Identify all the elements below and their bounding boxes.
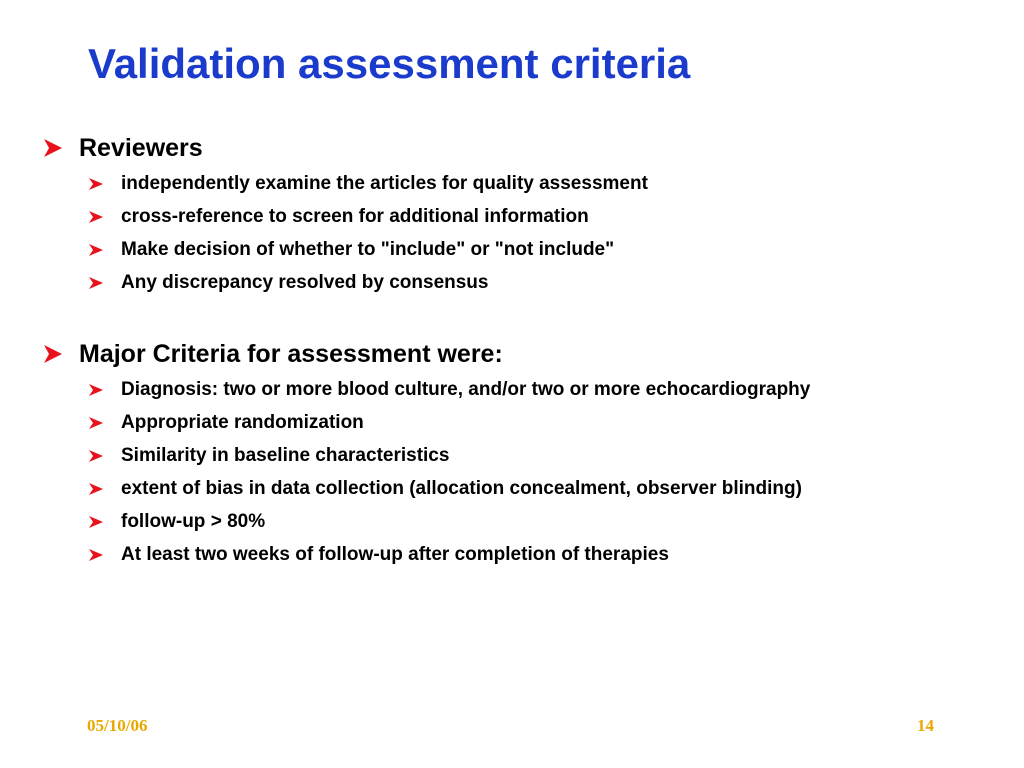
list-item-text: Any discrepancy resolved by consensus: [121, 272, 489, 293]
list-item-text: Similarity in baseline characteristics: [121, 445, 450, 466]
arrowhead-bullet-icon: [42, 133, 64, 163]
list-item-text: extent of bias in data collection (allocation concealment, observer blinding): [121, 478, 802, 499]
arrowhead-bullet-icon: [88, 444, 104, 468]
list-item-text: Make decision of whether to "include" or "not include": [121, 239, 615, 260]
arrowhead-bullet-icon: [88, 477, 104, 501]
arrowhead-bullet-icon: [42, 339, 64, 369]
list-item-text: cross-reference to screen for additional information: [121, 206, 589, 227]
list-item-text: Appropriate randomization: [121, 412, 364, 433]
footer-date: 05/10/06: [87, 716, 148, 735]
arrowhead-bullet-icon: [88, 172, 104, 196]
list-item-text: independently examine the articles for quality assessment: [121, 173, 648, 194]
slide-title: Validation assessment criteria: [88, 40, 691, 87]
list-item-text: At least two weeks of follow-up after completion of therapies: [121, 544, 669, 565]
arrowhead-bullet-icon: [88, 205, 104, 229]
arrowhead-bullet-icon: [88, 238, 104, 262]
arrowhead-bullet-icon: [88, 271, 104, 295]
section-heading-text: Major Criteria for assessment were:: [79, 340, 503, 368]
list-item-text: follow-up > 80%: [121, 511, 266, 532]
list-item-text: Diagnosis: two or more blood culture, and/or two or more echocardiography: [121, 379, 811, 400]
section-heading-text: Reviewers: [79, 134, 203, 162]
arrowhead-bullet-icon: [88, 378, 104, 402]
arrowhead-bullet-icon: [88, 411, 104, 435]
arrowhead-bullet-icon: [88, 510, 104, 534]
arrowhead-bullet-icon: [88, 543, 104, 567]
page-number: 14: [917, 716, 934, 735]
